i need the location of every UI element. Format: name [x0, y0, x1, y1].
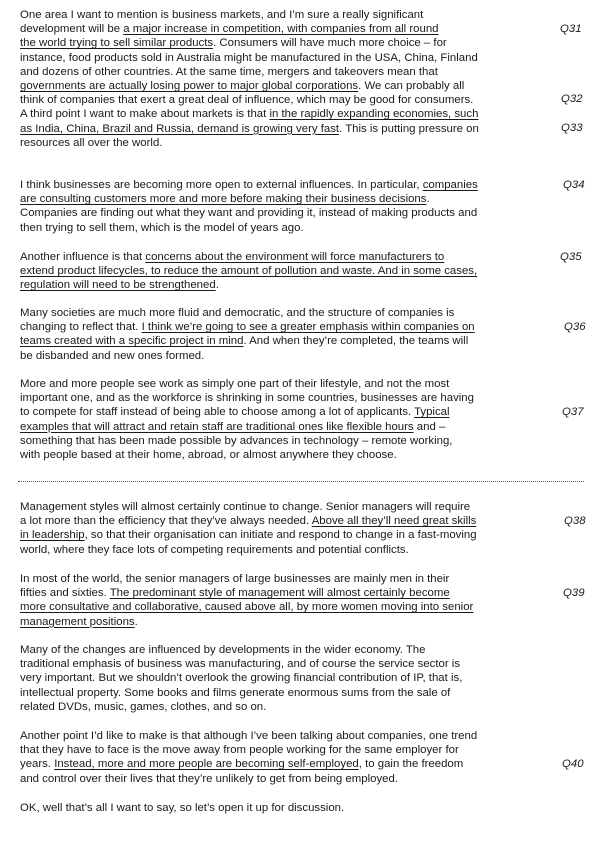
text-line [20, 448, 568, 462]
text-line [20, 107, 568, 121]
text-segment: resources all over the world. [20, 136, 163, 149]
underlined-answer-text: the world trying to sell similar products [20, 37, 214, 50]
text-segment: years. [20, 758, 55, 771]
text-segment: More and more people see work as simply one part of their lifestyle, and not the most [20, 378, 450, 390]
text-line [20, 772, 568, 786]
text-segment: . Consumers will have much more choice – for [213, 37, 447, 50]
text-line [20, 349, 568, 363]
text-line [20, 79, 568, 93]
text-line [20, 65, 568, 79]
underlined-answer-text: regulation will need to be strengthened [20, 279, 216, 292]
text-segment: OK, well that’s all I want to say, so let’s open it up for discussion. [20, 802, 345, 814]
text-segment: . And when they’re completed, the teams will [243, 335, 469, 348]
text-line [20, 136, 568, 150]
text-segment: , to gain the freedom [358, 758, 464, 771]
text-segment: A third point I want to make about markets is that [20, 108, 270, 121]
underlined-answer-text: Instead, more and more people are becoming self-employed [54, 758, 359, 771]
text-segment: and – [413, 420, 446, 433]
text-segment: changing to reflect that. [20, 321, 142, 334]
question-marker: Q36 [564, 321, 586, 333]
underlined-answer-text: in the rapidly expanding economies, such [269, 108, 479, 121]
underlined-answer-text: as India, China, Brazil and Russia, demand is growing very fast [20, 122, 340, 135]
text-segment: something that has been made possible by advances in technology – remote working, [20, 434, 453, 447]
underlined-answer-text: in leadership [20, 529, 85, 542]
underlined-answer-text: companies [422, 179, 478, 191]
text-segment: Many societies are much more fluid and democratic, and the structure of companies is [20, 307, 455, 319]
text-segment: be disbanded and new ones formed. [20, 349, 205, 362]
text-segment: traditional emphasis of business was manufacturing, and of course the service sector is [20, 658, 461, 671]
text-segment: and dozens of other countries. At the same time, mergers and takeovers mean that [20, 65, 438, 78]
question-marker: Q33 [561, 122, 583, 134]
question-marker: Q34 [563, 179, 585, 191]
underlined-answer-text: The predominant style of management will almost certainly become [109, 587, 450, 600]
question-marker: Q32 [561, 93, 583, 105]
text-segment: I think businesses are becoming more open to external influences. In particular, [20, 179, 423, 191]
text-line [20, 615, 568, 629]
question-marker: Q35 [560, 251, 582, 263]
text-line [20, 36, 568, 50]
text-line [20, 514, 568, 528]
text-line [20, 420, 568, 434]
underlined-answer-text: extend product lifecycles, to reduce the amount of pollution and waste. And in some cases, [20, 265, 478, 278]
text-segment: think of companies that exert a great deal of influence, which may be good for consumers. [20, 94, 474, 107]
underlined-answer-text: are consulting customers more and more before making their business decisions [20, 193, 427, 206]
text-segment: Many of the changes are influenced by developments in the wider economy. The [20, 644, 426, 656]
text-line [20, 278, 568, 292]
text-segment: important one, and as the workforce is shrinking in some countries, businesses are having [20, 392, 474, 405]
text-line [20, 334, 568, 348]
text-line [20, 264, 568, 278]
underlined-answer-text: examples that will attract and retain staff are traditional ones like flexible hours [20, 420, 414, 433]
text-segment: fifties and sixties. [20, 587, 110, 600]
text-segment: . [215, 279, 219, 292]
text-line [20, 93, 568, 107]
text-segment: In most of the world, the senior managers of large businesses are mainly men in their [20, 573, 450, 585]
text-segment: . We can probably all [358, 80, 465, 92]
text-segment: . [426, 193, 430, 206]
text-segment: world, where they face lots of competing requirements and potential conflicts. [20, 543, 409, 556]
text-line [20, 686, 568, 700]
text-segment: Management styles will almost certainly continue to change. Senior managers will require [20, 501, 471, 513]
dotted-divider [18, 481, 584, 482]
text-segment: then trying to sell them, which is the model of years ago. [20, 221, 304, 234]
text-line [20, 8, 568, 22]
text-segment: Another point I’d like to make is that although I’ve been talking about companies, one trend [20, 730, 478, 742]
text-line [20, 178, 568, 192]
question-marker: Q31 [560, 23, 582, 35]
text-line [20, 543, 568, 557]
underlined-answer-text: more consultative and collaborative, caused above all, by more women moving into senior [20, 601, 474, 614]
underlined-answer-text: management positions [20, 615, 135, 628]
underlined-answer-text: governments are actually losing power to major global corporations [20, 80, 359, 92]
text-line [20, 643, 568, 657]
underlined-answer-text: teams created with a specific project in mind [20, 335, 244, 348]
text-line [20, 586, 568, 600]
text-line [20, 377, 568, 391]
question-marker: Q37 [562, 406, 584, 418]
text-line [20, 122, 568, 136]
text-segment: , so that their organisation can initiate and respond to change in a fast-moving [84, 529, 477, 542]
text-segment: that they have to face is the move away from people working for the same employer for [20, 744, 459, 757]
text-line [20, 757, 568, 771]
underlined-answer-text: concerns about the environment will force manufacturers to [145, 251, 445, 263]
text-line [20, 743, 568, 757]
text-segment: development will be [20, 23, 124, 36]
text-line [20, 700, 568, 714]
text-line [20, 657, 568, 671]
text-segment: a lot more than the efficiency that they’ve always needed. [20, 515, 312, 528]
text-line [20, 221, 568, 235]
text-segment: related DVDs, music, games, clothes, and so on. [20, 700, 267, 713]
text-segment: and control over their lives that they’re unlikely to get from being employed. [20, 772, 398, 785]
text-segment: . [134, 615, 138, 628]
text-segment: One area I want to mention is business markets, and I’m sure a really significant [20, 9, 424, 21]
question-marker: Q38 [564, 515, 586, 527]
text-line [20, 192, 568, 206]
text-line [20, 22, 568, 36]
text-line [20, 729, 568, 743]
text-line [20, 306, 568, 320]
text-line [20, 434, 568, 448]
text-line [20, 405, 568, 419]
text-segment: to compete for staff instead of being able to choose among a lot of applicants. [20, 406, 415, 419]
text-line [20, 600, 568, 614]
text-segment: . This is putting pressure on [339, 122, 479, 135]
text-line [20, 250, 568, 264]
text-line [20, 572, 568, 586]
text-segment: instance, food products sold in Australia might be manufactured in the USA, China, Finland [20, 51, 478, 64]
text-line [20, 51, 568, 65]
text-segment: Another influence is that [20, 251, 146, 263]
underlined-answer-text: a major increase in competition, with companies from all round [123, 23, 439, 36]
text-line [20, 528, 568, 542]
text-segment: with people based at their home, abroad, or almost anywhere they choose. [20, 449, 397, 461]
underlined-answer-text: Above all they’ll need great skills [311, 515, 477, 528]
text-segment: Companies are finding out what they want and providing it, instead of making products and [20, 207, 478, 220]
text-line [20, 391, 568, 405]
text-line [20, 320, 568, 334]
text-segment: intellectual property. Some books and films generate enormous sums from the sale of [20, 686, 451, 699]
question-marker: Q40 [562, 758, 584, 770]
text-line [20, 500, 568, 514]
text-line [20, 206, 568, 220]
underlined-answer-text: Typical [414, 406, 450, 419]
text-line [20, 671, 568, 685]
text-line [20, 801, 568, 815]
question-marker: Q39 [563, 587, 585, 599]
text-segment: very important. But we shouldn’t overlook the growing financial contribution of IP, that is, [20, 672, 463, 685]
underlined-answer-text: I think we’re going to see a greater emphasis within companies on [141, 321, 475, 334]
